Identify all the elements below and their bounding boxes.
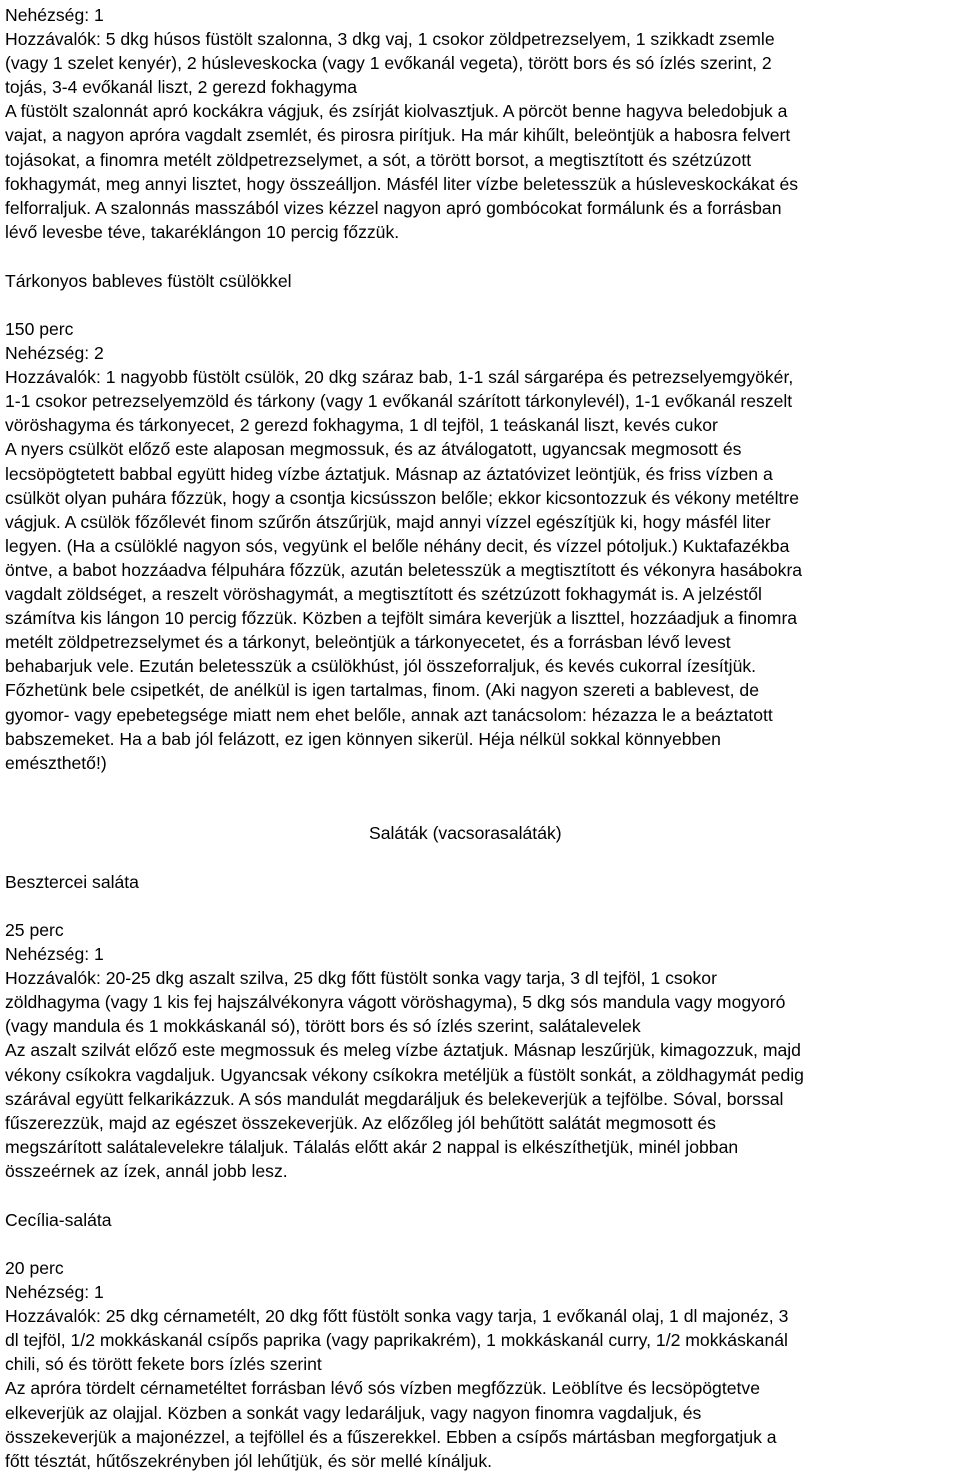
method-line: összeérnek az ízek, annál jobb lesz. — [5, 1160, 288, 1181]
ingredients-line: Hozzávalók: 5 dkg húsos füstölt szalonna, 3 dkg vaj, 1 csokor zöldpetrezselyem, 1 szikkadt zsemle — [5, 29, 775, 50]
difficulty-line: Nehézség: 1 — [5, 944, 104, 965]
method-line: metélt zöldpetrezselymet és a tárkonyt, beleöntjük a tárkonyecetet, és a forrásban lévő levest — [5, 632, 731, 653]
recipe-block-4-body — [5, 1256, 788, 1473]
method-line: számítva kis lángon 10 percig főzzük. Közben a tejfölt simára keverjük a liszttel, hozzáadjuk a finomra — [5, 608, 798, 629]
ingredients-line: (vagy 1 szelet kenyér), 2 húsleveskocka (vagy 1 evőkanál vegeta), törött bors és só ízlés szerint, 2 — [5, 53, 772, 74]
recipe-title: Tárkonyos bableves füstölt csülökkel — [5, 271, 292, 291]
method-line: főtt tésztát, hűtőszekrényben jól lehűtjük, és sör mellé kínáljuk. — [5, 1450, 493, 1471]
ingredients-line: Hozzávalók: 1 nagyobb füstölt csülök, 20 dkg száraz bab, 1-1 szál sárgarépa és petrezselyemgyökér, — [5, 367, 794, 388]
ingredients-line: zöldhagyma (vagy 1 kis fej hajszálvékonyra vágott vöröshagyma), 5 dkg sós mandula vagy mogyoró — [5, 992, 786, 1013]
method-line: csülköt olyan puhára főzzük, hogy a csontja kicsússzon belőle; ekkor kicsontozzuk és vékony metéltre — [5, 487, 800, 508]
method-line: vékony csíkokra vagdaljuk. Ugyancsak vékony csíkokra metéljük a füstölt sonkát, a zöldhagymát pedig — [5, 1064, 804, 1085]
method-line: vagdalt zöldséget, a reszelt vöröshagymát, a megtisztított és szétzúzott fokhagymát is. A jelzéstől — [5, 584, 762, 605]
method-line: legyen. (Ha a csülöklé nagyon sós, vegyünk el belőle néhány decit, és vízzel pótoljuk.) Kuktafazékba — [5, 535, 790, 556]
ingredients-line: tojás, 3-4 evőkanál liszt, 2 gerezd fokhagyma — [5, 77, 358, 98]
ingredients-line: vöröshagyma és tárkonyecet, 2 gerezd fokhagyma, 1 dl tejföl, 1 teáskanál liszt, kevés cukor — [5, 415, 718, 436]
ingredients-line: dl tejföl, 1/2 mokkáskanál csípős paprika (vagy paprikakrém), 1 mokkáskanál curry, 1/2 mokkáskanál — [5, 1330, 788, 1351]
method-line: lévő levesbe téve, takaréklángon 10 percig főzzük. — [5, 221, 400, 242]
method-line: felforraljuk. A szalonnás masszából vizes kézzel nagyon apró gombócokat formálunk és a forrásban — [5, 197, 782, 218]
recipe-block-1 — [5, 3, 798, 244]
method-line: Főzhetünk bele csipetkét, de anélkül is igen tartalmas, finom. (Aki nagyon szereti a bablevest, de — [5, 680, 760, 701]
difficulty-line: Nehézség: 1 — [5, 1282, 104, 1303]
method-line: szárával együtt felkarikázzuk. A sós mandulát megdaráljuk és belekeverjük a tejfölbe. Sóval, borssal — [5, 1088, 784, 1109]
recipe-title: Besztercei saláta — [5, 872, 139, 892]
method-line: Az apróra tördelt cérnametéltet forrásban lévő sós vízben megfőzzük. Leöblítve és lecsöpögtetve — [5, 1378, 760, 1399]
time-line: 20 perc — [5, 1258, 64, 1278]
recipe-block-2-body — [5, 317, 802, 775]
recipe-block-3-body — [5, 918, 804, 1183]
time-line: 150 perc — [5, 319, 74, 339]
method-line: A nyers csülköt előző este alaposan megmossuk, és az átválogatott, ugyancsak megmosott és — [5, 439, 742, 460]
method-line: babszemeket. Ha a bab jól felázott, ez igen könnyen sikerül. Héja nélkül sokkal könnyebben — [5, 728, 721, 749]
method-line: Az aszalt szilvát előző este megmossuk és meleg vízbe áztatjuk. Másnap leszűrjük, kimagozzuk, majd — [5, 1040, 801, 1061]
ingredients-line: chili, só és törött fekete bors ízlés szerint — [5, 1354, 322, 1375]
ingredients-line: (vagy mandula és 1 mokkáskanál só), törött bors és só ízlés szerint, salátalevelek — [5, 1016, 641, 1037]
ingredients-line: 1-1 csokor petrezselyemzöld és tárkony (vagy 1 evőkanál szárított tárkonylevél), 1-1 evőkanál reszelt — [5, 391, 793, 412]
difficulty-line: Nehézség: 1 — [5, 5, 104, 25]
method-line: összekeverjük a majonézzel, a tejföllel és a fűszerekkel. Ebben a csípős mártásban megforgatjuk a — [5, 1426, 777, 1447]
difficulty-line: Nehézség: 2 — [5, 343, 104, 364]
method-line: fokhagymát, meg annyi lisztet, hogy összeálljon. Másfél liter vízbe beletesszük a húsleveskockákat és — [5, 173, 799, 194]
ingredients-line: Hozzávalók: 20-25 dkg aszalt szilva, 25 dkg főtt füstölt sonka vagy tarja, 3 dl tejföl, 1 csokor — [5, 968, 717, 989]
ingredients-line: Hozzávalók: 25 dkg cérnametélt, 20 dkg főtt füstölt sonka vagy tarja, 1 evőkanál olaj, 1 dl majonéz, 3 — [5, 1306, 789, 1327]
method-line: vágjuk. A csülök főzőlevét finom szűrőn átszűrjük, majd annyi vízzel egészítjük ki, hogy másfél liter — [5, 511, 771, 532]
recipe-block-3 — [5, 870, 139, 894]
method-line: öntve, a babot hozzáadva félpuhára főzzük, azután beletesszük a megtisztított és vékonyra hasábokra — [5, 559, 803, 580]
method-line: vajat, a nagyon apróra vagdalt zsemlét, és pirosra pirítjuk. Ha már kihűlt, beleöntjük a habosra felvert — [5, 125, 791, 146]
recipe-block-2 — [5, 269, 292, 293]
method-line: A füstölt szalonnát apró kockákra vágjuk, és zsírját kiolvasztjuk. A pörcöt benne hagyva beledobjuk a — [5, 101, 788, 122]
recipe-block-4 — [5, 1208, 112, 1232]
method-line: gyomor- vagy epebetegsége miatt nem ehet belőle, annak azt tanácsolom: hézazza le a beáztatott — [5, 704, 773, 725]
method-line: megszárított salátalevelekre tálaljuk. Tálalás előtt akár 2 nappal is elkészíthetjük, minél jobban — [5, 1136, 739, 1157]
method-line: elkeverjük az olajjal. Közben a sonkát vagy ledaráljuk, vagy nagyon finomra vagdaljuk, és — [5, 1402, 702, 1423]
section-heading: Saláták (vacsorasaláták) — [369, 823, 562, 843]
method-line: tojásokat, a finomra metélt zöldpetrezselymet, a sót, a törött borsot, a megtisztított és szétzúzott — [5, 149, 752, 170]
method-line: lecsöpögtetett babbal együtt hideg vízbe áztatjuk. Másnap az áztatóvizet leöntjük, és friss vízben a — [5, 463, 773, 484]
recipe-title: Cecília-saláta — [5, 1210, 112, 1230]
method-line: fűszerezzük, majd az egészet összekeverjük. Az előzőleg jól behűtött salátát megmosott és — [5, 1112, 716, 1133]
method-line: behabarjuk vele. Ezután beletesszük a csülökhúst, jól összeforraljuk, és kevés cukorral ízesítjük. — [5, 656, 757, 677]
time-line: 25 perc — [5, 920, 64, 940]
method-line: emészthető!) — [5, 752, 107, 773]
